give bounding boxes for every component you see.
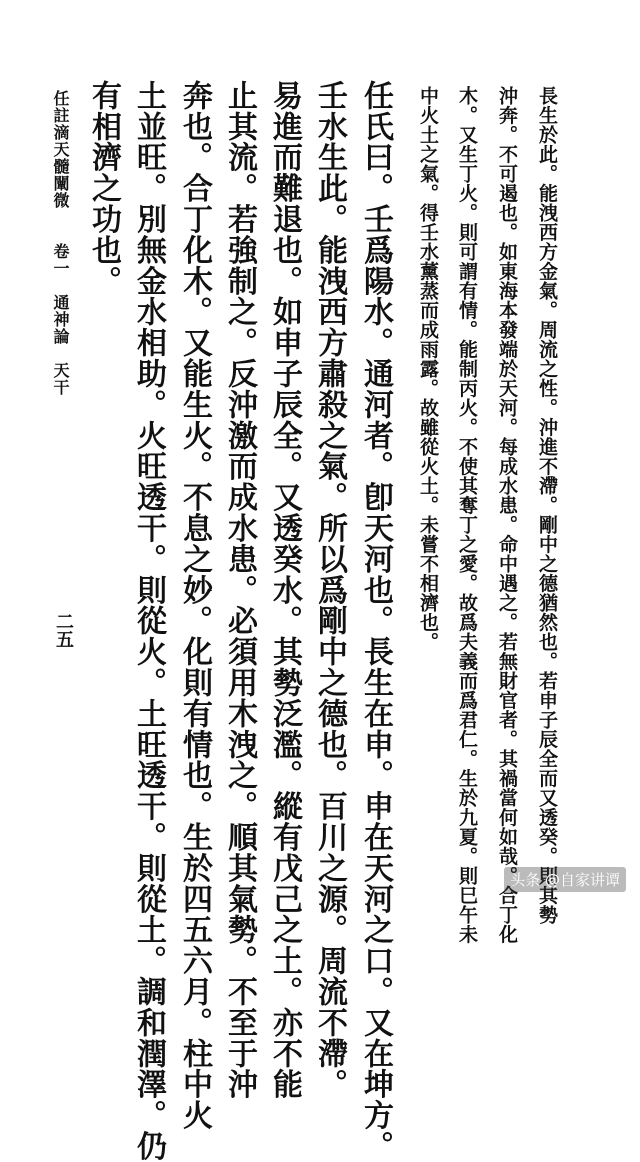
main-text-column-5: 奔也。合丁化木。又能生火。不息之妙。化則有情也。生於四五六月。柱中火 xyxy=(177,80,212,1131)
commentary-column-1: 長生於此。能洩西方金氣。周流之性。沖進不滯。剛中之德猶然也。若申子辰全而又透癸。則其勢 xyxy=(536,86,558,925)
running-head-chapter: 天干 xyxy=(51,362,70,396)
commentary-column-4: 中火土之氣。得壬水薰蒸而成雨露。故雖從火土。未嘗不相濟也。 xyxy=(417,86,439,652)
commentary-column-2: 沖奔。不可遏也。如東海本發端於天河。每成水患。命中遇之。若無財官者。其禍當何如哉。合丁化 xyxy=(496,86,518,944)
main-text-column-2: 壬水生此。能洩西方肅殺之氣。所以爲剛中之德也。百川之源。周流不滯。 xyxy=(312,80,347,1100)
running-head-title: 任註滴天髓闡微 xyxy=(51,90,70,209)
main-text-column-1: 任氏曰。壬爲陽水。通河者。卽天河也。長生在申。申在天河之口。又在坤方。 xyxy=(358,80,393,1162)
main-text-column-6: 土並旺。別無金水相助。火旺透干。則從火。土旺透干。則從土。調和潤澤。仍 xyxy=(131,80,166,1162)
watermark: 头条 @自家讲谭 xyxy=(504,867,626,892)
running-head xyxy=(52,90,68,396)
commentary-column-3: 木。又生丁火。則可謂有情。能制丙火。不使其奪丁之愛。故爲夫義而爲君仁。生於九夏。則巳午未 xyxy=(456,86,478,944)
main-text-column-7: 有相濟之功也。 xyxy=(86,80,121,297)
main-text-column-4: 止其流。若強制之。反沖激而成水患。必須用木洩之。順其氣勢。不至于沖 xyxy=(222,80,257,1100)
running-head-volume: 卷一 xyxy=(51,243,70,277)
running-head-section: 通神論 xyxy=(51,294,70,345)
page-number: 二五 xyxy=(53,612,74,648)
main-text-column-3: 易進而難退也。如申子辰全。又透癸水。其勢泛濫。縱有戊己之土。亦不能 xyxy=(267,80,302,1100)
